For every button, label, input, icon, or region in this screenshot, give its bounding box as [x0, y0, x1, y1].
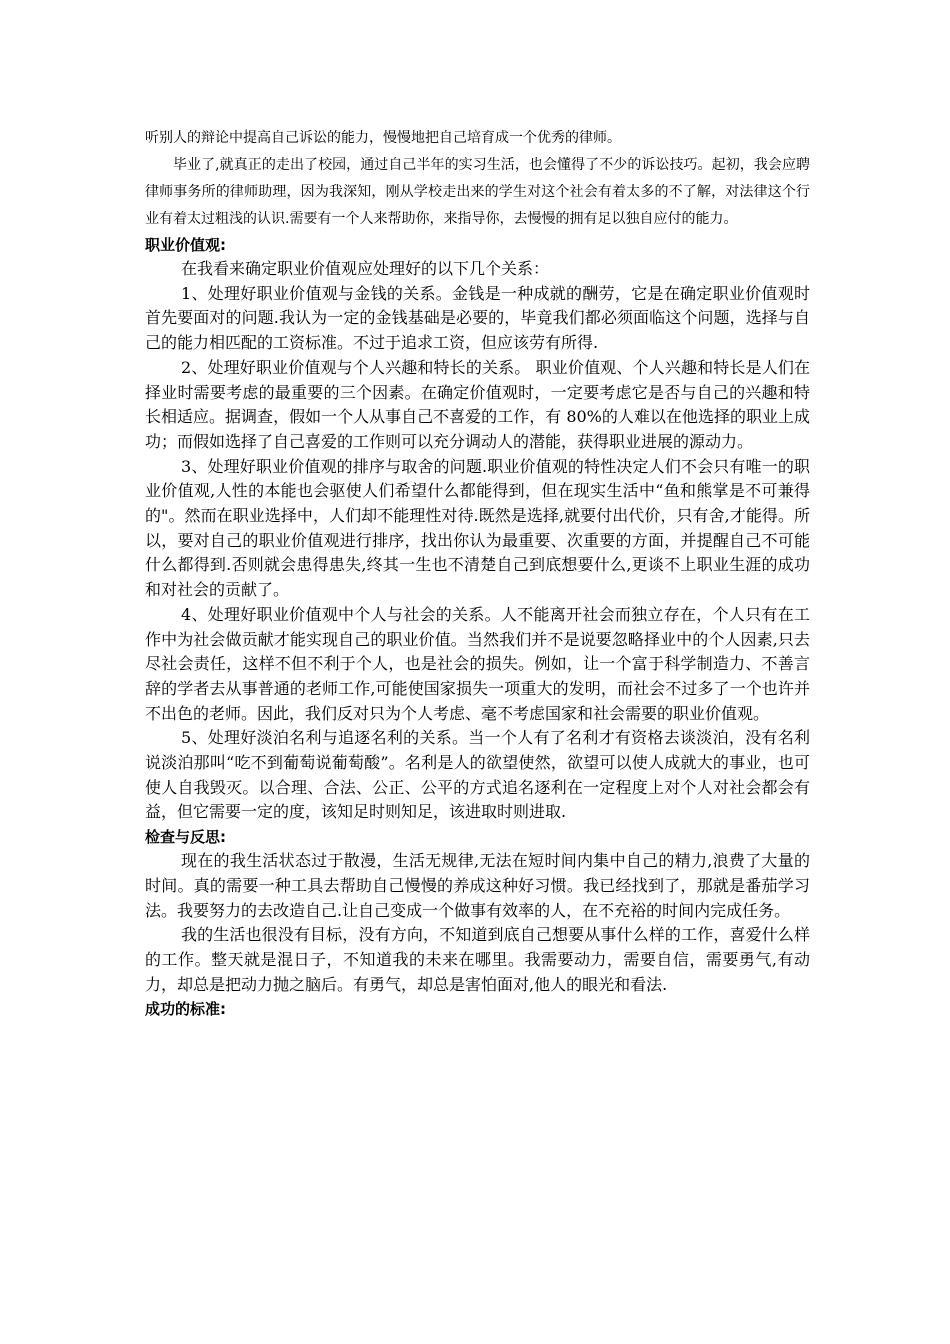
values-paragraph-1: 1、处理好职业价值观与金钱的关系。金钱是一种成就的酬劳，它是在确定职业价值观时首先要面对的问题.我认为一定的金钱基础是必要的，毕竟我们都必须面临这个问题，选择与自己的能力相匹配的工资标准。不过于追求工资，但应该劳有所得.	[145, 283, 810, 353]
values-paragraph-4: 4、处理好职业价值观中个人与社会的关系。人不能离开社会而独立存在，个人只有在工作中为社会做贡献才能实现自己的职业价值。当然我们并不是说要忽略择业中的个人因素,只去尽社会责任，这样不但不利于个人，也是社会的损失。例如，让一个富于科学制造力、不善言辞的学者去从事普通的老师工作,可能使国家损失一项重大的发明，而社会不过多了一个也许并不出色的老师。因此，我们反对只为个人考虑、毫不考虑国家和社会需要的职业价值观。	[145, 604, 810, 723]
reflection-paragraph-1: 现在的我生活状态过于散漫，生活无规律,无法在短时间内集中自己的精力,浪费了大量的时间。真的需要一种工具去帮助自己慢慢的养成这种好习惯。我已经找到了，那就是番茄学习法。我要努力的去改造自己.让自己变成一个做事有效率的人，在不充裕的时间内完成任务。	[145, 851, 810, 920]
values-paragraph-intro: 在我看来确定职业价值观应处理好的以下几个关系：	[181, 259, 550, 278]
values-paragraph-3: 3、处理好职业价值观的排序与取舍的问题.职业价值观的特性决定人们不会只有唯一的职业价值观,人性的本能也会驱使人们希望什么都能得到，但在现实生活中“鱼和熊掌是不可兼得的"。然而在职业选择中，人们却不能理性对待.既然是选择,就要付出代价，只有舍,才能得。所以，要对自己的职业价值观进行排序，找出你认为最重要、次重要的方面，并提醒自己不可能什么都得到.否则就会患得患失,终其一生也不清楚自己到底想要什么,更谈不上职业生涯的成功和对社会的贡献了。	[145, 456, 810, 600]
document-page	[145, 125, 810, 1021]
intro-paragraph-2: 毕业了,就真正的走出了校园，通过自己半年的实习生活，也会懂得了不少的诉讼技巧。起初，我会应聘律师事务所的律师助理，因为我深知，刚从学校走出来的学生对这个社会有着太多的不了解，对法律这个行业有着太过粗浅的认识.需要有一个人来帮助你，来指导你，去慢慢的拥有足以独自应付的能力。	[145, 157, 810, 227]
values-paragraph-5: 5、处理好淡泊名利与追逐名利的关系。当一个人有了名利才有资格去谈淡泊，没有名利说淡泊那叫“吃不到葡萄说葡萄酸”。名利是人的欲望使然，欲望可以使人成就大的事业，也可使人自我毁灭。以合理、合法、公正、公平的方式追名逐利在一定程度上对个人对社会都会有益，但它需要一定的度，该知足时则知足，该进取时则进取.	[145, 728, 810, 822]
intro-paragraph-1: 听别人的辩论中提高自己诉讼的能力，慢慢地把自己培育成一个优秀的律师。	[145, 130, 621, 146]
reflection-paragraph-2: 我的生活也很没有目标，没有方向，不知道到底自己想要从事什么样的工作，喜爱什么样的工作。整天就是混日子，不知道我的未来在哪里。我需要动力，需要自信，需要勇气,有动力，却总是把动力抛之脑后。有勇气，却总是害怕面对,他人的眼光和看法.	[145, 925, 810, 994]
heading-career-values: 职业价值观:	[145, 236, 226, 254]
values-paragraph-2: 2、处理好职业价值观与个人兴趣和特长的关系。 职业价值观、个人兴趣和特长是人们在择业时需要考虑的最重要的三个因素。在确定价值观时，一定要考虑它是否与自己的兴趣和特长相适应。据调查，假如一个人从事自己不喜爱的工作，有 80%的人难以在他选择的职业上成功；而假如选择了自己喜爱的工作则可以充分调动人的潜能，获得职业进展的源动力。	[145, 357, 810, 451]
heading-success-standard: 成功的标准:	[145, 1000, 226, 1019]
heading-reflection: 检查与反思:	[145, 828, 226, 847]
